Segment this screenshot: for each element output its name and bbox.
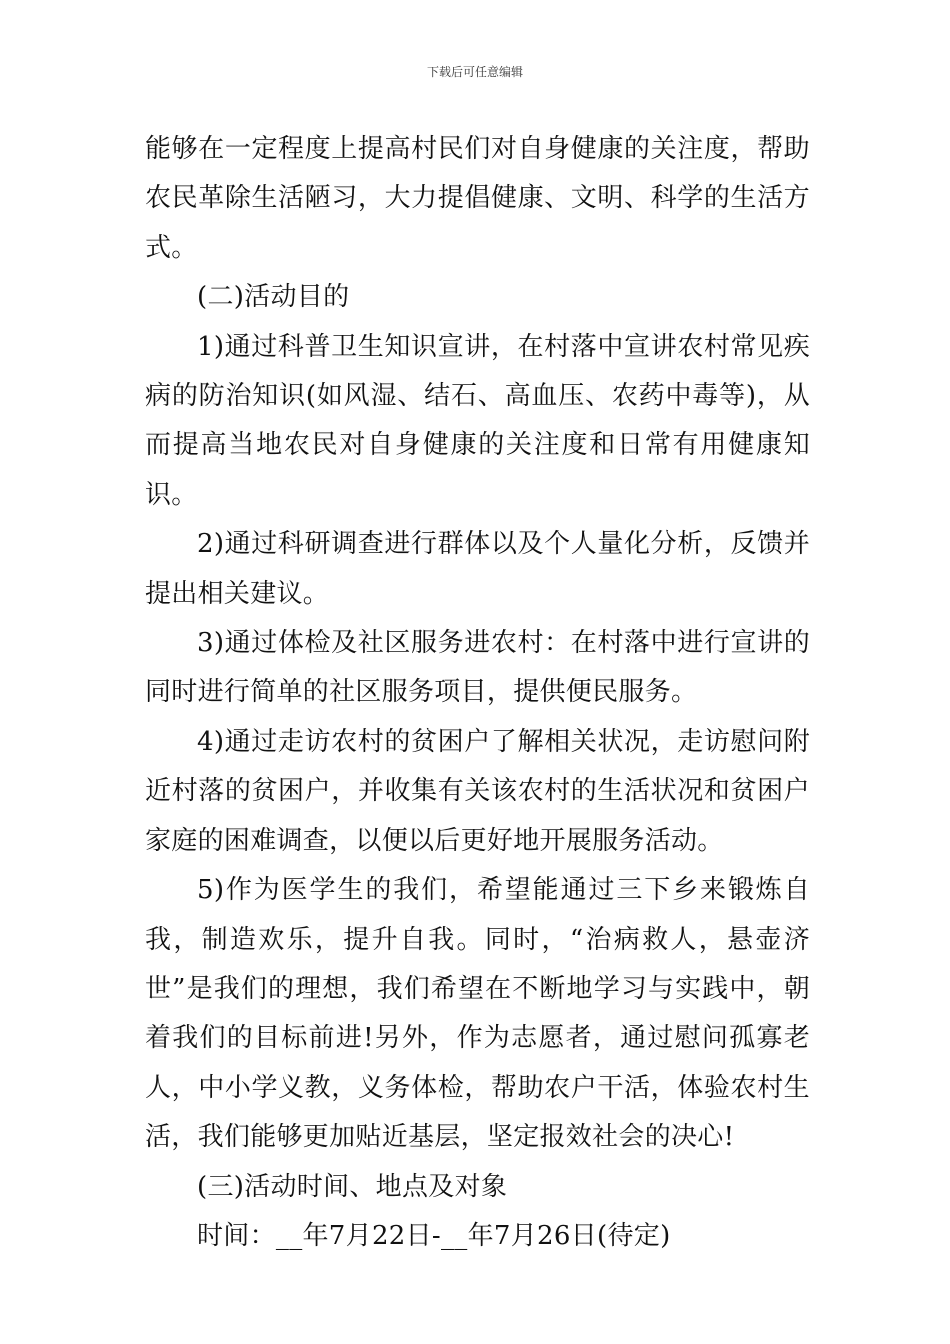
paragraph-intro: 能够在一定程度上提高村民们对自身健康的关注度，帮助农民革除生活陋习，大力提倡健康、文明、科学的生活方式。 bbox=[145, 134, 810, 263]
section-heading-goals: (二)活动目的 bbox=[197, 282, 350, 313]
goal-item-2: 2)通过科研调查进行群体以及个人量化分析，反馈并提出相关建议。 bbox=[145, 529, 810, 609]
time-line: 时间：__年7月22日-__年7月26日(待定) bbox=[197, 1220, 671, 1251]
page-header-note: 下载后可任意编辑 bbox=[426, 65, 523, 79]
section-heading-time-place: (三)活动时间、地点及对象 bbox=[197, 1171, 508, 1202]
goal-item-1: 1)通过科普卫生知识宣讲，在村落中宣讲农村常见疾病的防治知识(如风湿、结石、高血压、农药中毒等)，从而提高当地农民对自身健康的关注度和日常有用健康知识。 bbox=[145, 331, 810, 510]
goal-item-4: 4)通过走访农村的贫困户了解相关状况，走访慰问附近村落的贫困户，并收集有关该农村的生活状况和贫困户家庭的困难调查，以便以后更好地开展服务活动。 bbox=[145, 726, 810, 856]
goal-item-3: 3)通过体检及社区服务进农村：在村落中进行宣讲的同时进行简单的社区服务项目，提供便民服务。 bbox=[145, 628, 810, 708]
goal-item-5: 5)作为医学生的我们，希望能通过三下乡来锻炼自我，制造欢乐，提升自我。同时，“治病救人，悬壶济世”是我们的理想，我们希望在不断地学习与实践中，朝着我们的目标前进!另外，作为志愿者，通过慰问孤寡老人，中小学义教，义务体检，帮助农户干活，体验农村生活，我们能够更加贴近基层，坚定报效社会的决心! bbox=[145, 875, 810, 1153]
document-body bbox=[145, 125, 810, 1261]
